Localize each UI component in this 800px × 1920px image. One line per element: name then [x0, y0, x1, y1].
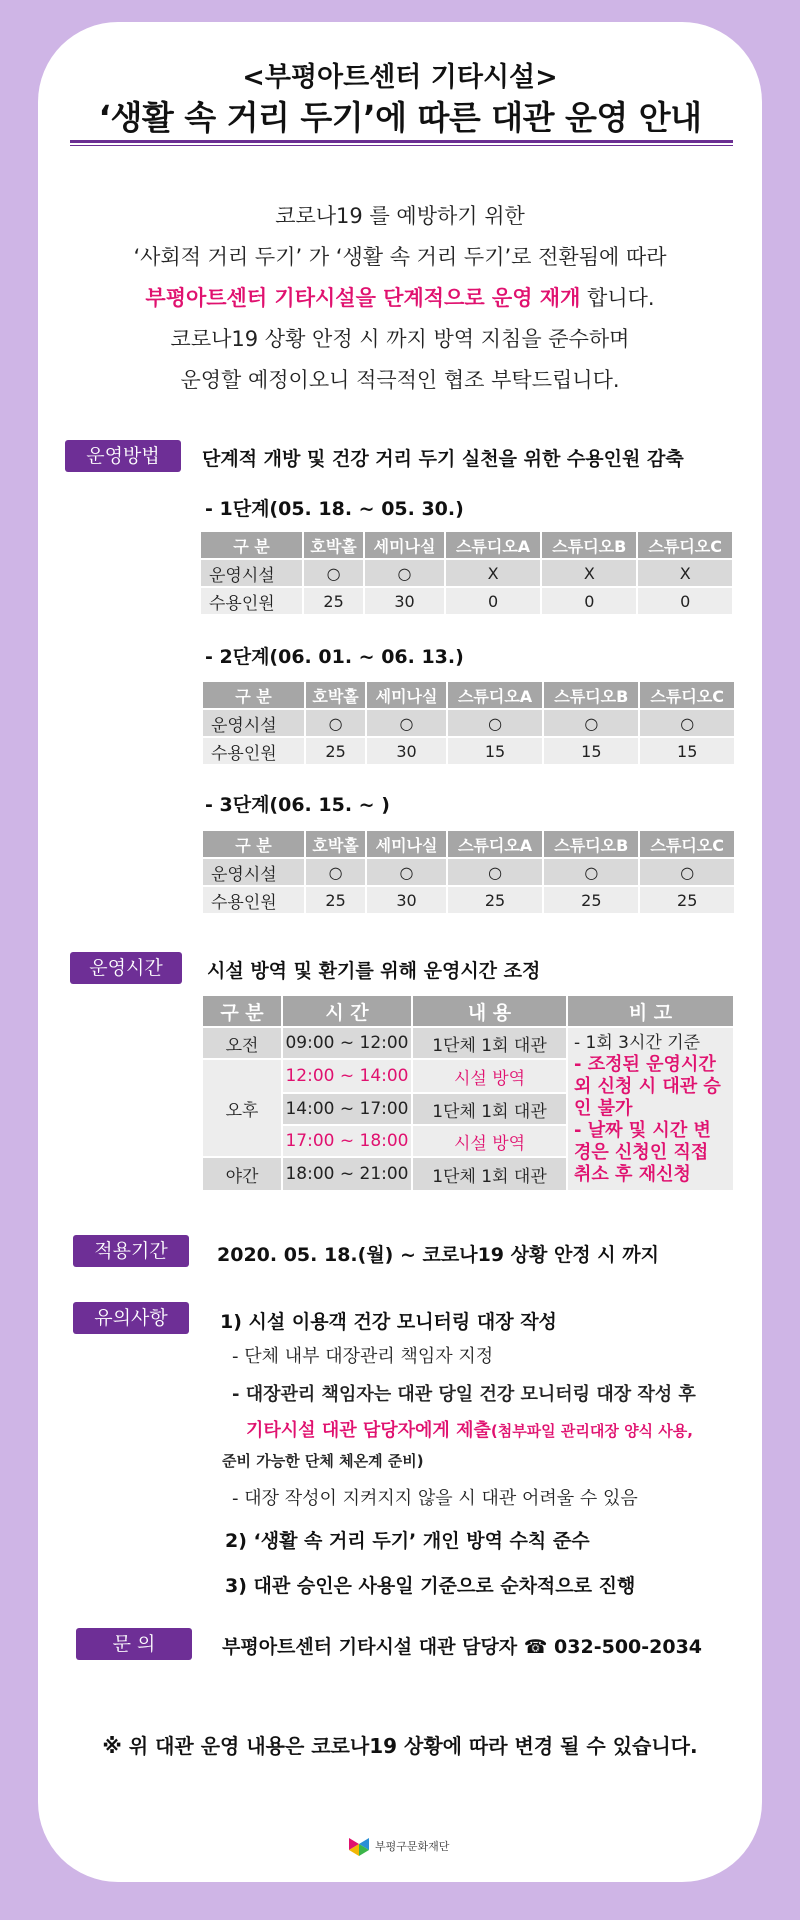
notice-item1-sub4: - 대장 작성이 지켜지지 않을 시 대관 어려울 수 있음	[232, 1488, 638, 1509]
content-cell: 시설 방역	[412, 1125, 567, 1157]
row-label: 수용인원	[200, 587, 303, 615]
table-cell: ○	[639, 858, 735, 886]
note-line: - 1회 3시간 기준	[574, 1033, 701, 1053]
table-cell: ○	[364, 559, 445, 587]
hours-note	[567, 1027, 734, 1191]
col-header: 세미나실	[364, 531, 445, 559]
table-cell: 15	[543, 737, 639, 765]
table-cell: ○	[543, 709, 639, 737]
col-header: 호박홀	[303, 531, 364, 559]
title-line1: <부평아트센터 기타시설>	[242, 62, 558, 93]
table-header-row	[200, 531, 733, 559]
section-label-method: 운영방법	[65, 440, 181, 472]
time-cell: 12:00 ~ 14:00	[282, 1059, 412, 1093]
intro-line2: ‘사회적 거리 두기’ 가 ‘생활 속 거리 두기’로 전환됨에 따라	[133, 245, 667, 269]
notice-item3: 3) 대관 승인은 사용일 기준으로 순차적으로 진행	[225, 1575, 636, 1597]
row-label: 운영시설	[202, 709, 305, 737]
col-header: 비 고	[567, 995, 734, 1027]
table-cell: 0	[637, 587, 733, 615]
table-cell: X	[541, 559, 637, 587]
period-label: 오후	[202, 1059, 282, 1157]
col-header: 스튜디오C	[639, 830, 735, 858]
col-header: 스튜디오B	[543, 681, 639, 709]
col-header: 스튜디오A	[445, 531, 541, 559]
col-header: 내 용	[412, 995, 567, 1027]
table-header-row	[202, 681, 735, 709]
intro-highlight: 부평아트센터 기타시설을 단계적으로 운영 재개	[145, 286, 581, 310]
col-header: 구 분	[200, 531, 303, 559]
table-cell: 30	[364, 587, 445, 615]
col-header: 구 분	[202, 995, 282, 1027]
table-cell: 25	[447, 886, 543, 914]
note-warning: - 날짜 및 시간 변경은 신청인 직접 취소 후 재신청	[574, 1120, 711, 1185]
table-cell: 30	[366, 737, 447, 765]
table-cell: X	[637, 559, 733, 587]
table-row	[202, 858, 735, 886]
table-cell: ○	[303, 559, 364, 587]
content-cell: 1단체 1회 대관	[412, 1157, 567, 1191]
table-cell: ○	[543, 858, 639, 886]
col-header: 스튜디오A	[447, 681, 543, 709]
row-label: 운영시설	[202, 858, 305, 886]
stage2-title: - 2단계(06. 01. ~ 06. 13.)	[205, 646, 464, 668]
intro-line4: 코로나19 상황 안정 시 까지 방역 지침을 준수하며	[170, 327, 630, 351]
method-description: 단계적 개방 및 건강 거리 두기 실천을 위한 수용인원 감축	[202, 448, 684, 470]
notice-attachment-text: (첨부파일 관리대장 양식 사용,	[490, 1422, 693, 1440]
time-cell: 18:00 ~ 21:00	[282, 1157, 412, 1191]
notice-item1-sub1: - 단체 내부 대장관리 책임자 지정	[232, 1346, 494, 1367]
intro-line5: 운영할 예정이오니 적극적인 협조 부탁드립니다.	[180, 368, 620, 392]
notice-item1-sub3	[246, 1416, 693, 1442]
table-cell: 0	[445, 587, 541, 615]
hours-table	[201, 994, 735, 1192]
row-label: 수용인원	[202, 737, 305, 765]
table-row	[202, 709, 735, 737]
table-cell: ○	[305, 858, 366, 886]
foundation-logo-icon	[347, 1834, 371, 1858]
table-cell: 25	[543, 886, 639, 914]
col-header: 구 분	[202, 830, 305, 858]
intro-line3	[0, 278, 800, 319]
table-cell: ○	[366, 858, 447, 886]
col-header: 스튜디오C	[639, 681, 735, 709]
footer-note: ※ 위 대관 운영 내용은 코로나19 상황에 따라 변경 될 수 있습니다.	[102, 1734, 698, 1758]
col-header: 스튜디오C	[637, 531, 733, 559]
period-label: 야간	[202, 1157, 282, 1191]
col-header: 구 분	[202, 681, 305, 709]
col-header: 호박홀	[305, 830, 366, 858]
table-cell: 30	[366, 886, 447, 914]
period-label: 오전	[202, 1027, 282, 1059]
col-header: 스튜디오B	[543, 830, 639, 858]
table-cell: 0	[541, 587, 637, 615]
foundation-logo-text: 부평구문화재단	[375, 1840, 450, 1853]
table-header-row	[202, 995, 734, 1027]
time-cell: 09:00 ~ 12:00	[282, 1027, 412, 1059]
col-header: 호박홀	[305, 681, 366, 709]
content-cell: 1단체 1회 대관	[412, 1027, 567, 1059]
table-cell: X	[445, 559, 541, 587]
table-row	[200, 587, 733, 615]
table-cell: ○	[639, 709, 735, 737]
notice-item2: 2) ‘생활 속 거리 두기’ 개인 방역 수칙 준수	[225, 1530, 590, 1552]
table-row	[202, 1027, 734, 1059]
table-cell: 25	[639, 886, 735, 914]
intro-line1: 코로나19 를 예방하기 위한	[275, 204, 525, 228]
col-header: 스튜디오A	[447, 830, 543, 858]
col-header: 세미나실	[366, 681, 447, 709]
table-cell: 25	[305, 886, 366, 914]
page-title: ‘생활 속 거리 두기’에 따른 대관 운영 안내	[98, 98, 702, 137]
stage3-title: - 3단계(06. 15. ~ )	[205, 794, 390, 816]
stage1-table	[199, 530, 734, 616]
table-header-row	[202, 830, 735, 858]
table-cell: 15	[639, 737, 735, 765]
table-cell: 25	[305, 737, 366, 765]
stage1-title: - 1단계(05. 18. ~ 05. 30.)	[205, 498, 464, 520]
row-label: 수용인원	[202, 886, 305, 914]
section-label-contact: 문 의	[76, 1628, 192, 1660]
table-row	[202, 886, 735, 914]
note-warning: - 조정된 운영시간 외 신청 시 대관 승인 불가	[574, 1054, 721, 1119]
section-label-hours: 운영시간	[70, 952, 182, 984]
hours-description: 시설 방역 및 환기를 위해 운영시간 조정	[207, 960, 541, 982]
table-cell: 15	[447, 737, 543, 765]
section-label-period: 적용기간	[73, 1235, 189, 1267]
period-text: 2020. 05. 18.(월) ~ 코로나19 상황 안정 시 까지	[217, 1244, 659, 1266]
col-header: 시 간	[282, 995, 412, 1027]
notice-item1: 1) 시설 이용객 건강 모니터링 대장 작성	[220, 1311, 557, 1333]
stage2-table	[201, 680, 736, 766]
stage3-table	[201, 829, 736, 915]
table-cell: ○	[305, 709, 366, 737]
col-header: 스튜디오B	[541, 531, 637, 559]
table-cell: ○	[366, 709, 447, 737]
table-cell: ○	[447, 858, 543, 886]
content-cell: 시설 방역	[412, 1059, 567, 1093]
intro-text	[0, 196, 800, 401]
table-cell: 25	[303, 587, 364, 615]
col-header: 세미나실	[366, 830, 447, 858]
contact-text: 부평아트센터 기타시설 대관 담당자 ☎ 032-500-2034	[222, 1636, 703, 1658]
intro-line3-rest: 합니다.	[580, 286, 655, 310]
time-cell: 14:00 ~ 17:00	[282, 1093, 412, 1125]
notice-submit-text: 기타시설 대관 담당자에게 제출	[246, 1420, 491, 1441]
table-cell: ○	[447, 709, 543, 737]
title-divider-thin	[70, 145, 733, 146]
title-divider	[70, 140, 733, 143]
table-row	[200, 559, 733, 587]
section-label-notice: 유의사항	[73, 1302, 189, 1334]
table-row	[202, 737, 735, 765]
notice-item1-sub3c: 준비 가능한 단체 체온계 준비)	[222, 1452, 424, 1470]
time-cell: 17:00 ~ 18:00	[282, 1125, 412, 1157]
row-label: 운영시설	[200, 559, 303, 587]
notice-item1-sub2: - 대장관리 책임자는 대관 당일 건강 모니터링 대장 작성 후	[232, 1384, 696, 1405]
content-cell: 1단체 1회 대관	[412, 1093, 567, 1125]
